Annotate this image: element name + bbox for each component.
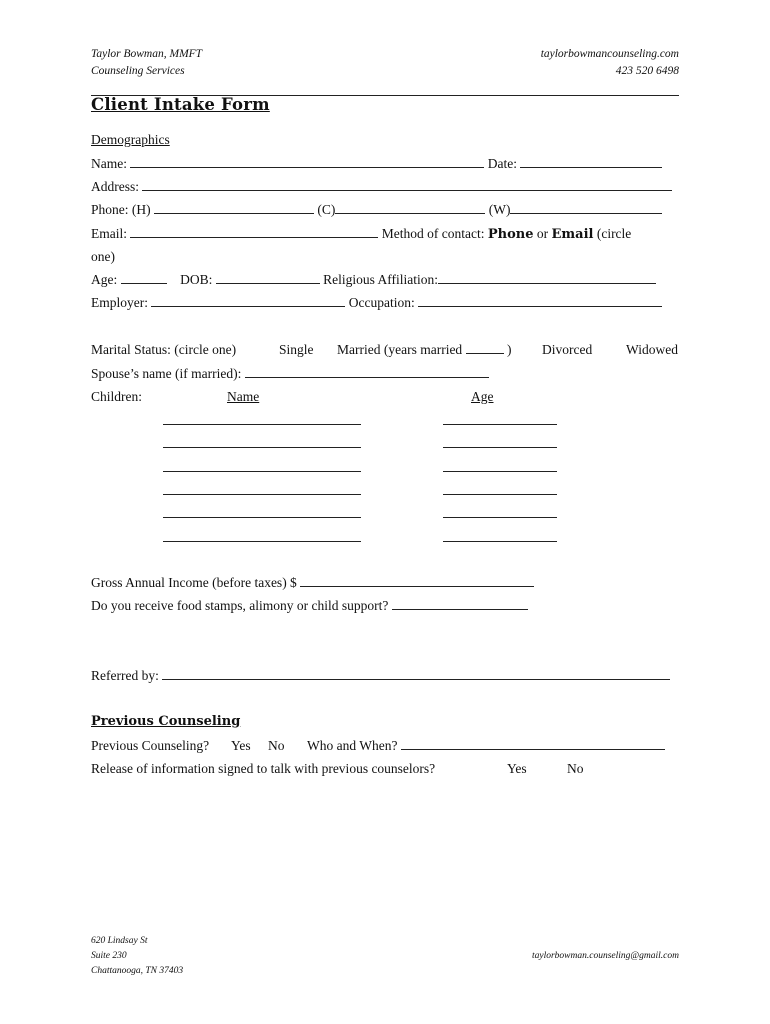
release-question: Release of information signed to talk with previous counselors? <box>91 761 436 776</box>
method-circle-one: one) <box>91 249 115 264</box>
provider-service: Counseling Services <box>91 65 185 77</box>
name-field[interactable] <box>130 155 484 168</box>
child-age-field[interactable] <box>443 471 557 472</box>
marital-status-label: Marital Status: (circle one) <box>91 342 237 357</box>
previous-counseling-heading: Previous Counseling <box>91 714 241 729</box>
child-name-field[interactable] <box>163 471 361 472</box>
footer-email[interactable]: taylorbowman.counseling@gmail.com <box>531 951 679 961</box>
phone-work-field[interactable] <box>510 201 662 214</box>
child-age-field[interactable] <box>443 541 557 542</box>
age-field[interactable] <box>121 271 167 284</box>
email-label: Email: <box>91 226 127 241</box>
age-row <box>91 271 656 289</box>
dob-label: DOB: <box>180 272 213 287</box>
method-contact-label: Method of contact: <box>381 226 485 241</box>
phone-row <box>91 201 662 219</box>
form-title: Client Intake Form <box>91 95 270 114</box>
employer-field[interactable] <box>151 294 345 307</box>
age-label: Age: <box>91 272 118 287</box>
marital-widowed-option[interactable]: Widowed <box>626 342 678 357</box>
phone-cell-label: (C) <box>317 202 336 217</box>
method-or-text: or <box>536 226 549 241</box>
spouse-row <box>91 365 489 383</box>
support-row <box>91 597 528 615</box>
married-close-paren: ) <box>506 342 512 357</box>
support-field[interactable] <box>392 597 528 610</box>
support-label: Do you receive food stamps, alimony or child support? <box>91 598 389 613</box>
religious-label: Religious Affiliation: <box>323 272 439 287</box>
phone-work-label: (W) <box>488 202 511 217</box>
release-yes-option[interactable]: Yes <box>507 761 527 776</box>
phone-cell-field[interactable] <box>335 201 485 214</box>
provider-website[interactable]: taylorbowmancounseling.com <box>540 48 679 60</box>
method-circle-text: (circle <box>596 226 632 241</box>
phone-home-field[interactable] <box>154 201 314 214</box>
child-name-field[interactable] <box>163 541 361 542</box>
child-name-field[interactable] <box>163 494 361 495</box>
method-email-option[interactable]: Email <box>551 227 594 242</box>
name-row <box>91 155 662 173</box>
occupation-label: Occupation: <box>348 295 415 310</box>
name-label: Name: <box>91 156 127 171</box>
email-field[interactable] <box>130 225 378 238</box>
provider-phone: 423 520 6498 <box>615 65 679 77</box>
provider-name: Taylor Bowman, MMFT <box>91 48 203 60</box>
footer-city: Chattanooga, TN 37403 <box>91 966 184 976</box>
who-when-label: Who and When? <box>307 738 398 753</box>
release-no-option[interactable]: No <box>567 761 584 776</box>
referred-label: Referred by: <box>91 668 159 683</box>
address-label: Address: <box>91 179 139 194</box>
child-name-field[interactable] <box>163 447 361 448</box>
marital-divorced-option[interactable]: Divorced <box>542 342 593 357</box>
marital-married-row <box>337 341 511 359</box>
religious-field[interactable] <box>438 271 656 284</box>
address-row <box>91 178 672 196</box>
date-label: Date: <box>487 156 517 171</box>
phone-home-label: Phone: (H) <box>91 202 151 217</box>
child-age-field[interactable] <box>443 517 557 518</box>
children-age-header: Age <box>471 389 494 404</box>
years-married-field[interactable] <box>466 341 504 354</box>
occupation-field[interactable] <box>418 294 662 307</box>
marital-single-option[interactable]: Single <box>279 342 314 357</box>
previous-yes-option[interactable]: Yes <box>231 738 251 753</box>
children-name-header: Name <box>227 389 260 404</box>
gross-income-label: Gross Annual Income (before taxes) $ <box>91 575 297 590</box>
who-when-row <box>307 737 665 755</box>
child-name-field[interactable] <box>163 424 361 425</box>
dob-field[interactable] <box>216 271 320 284</box>
spouse-label: Spouse’s name (if married): <box>91 366 242 381</box>
marital-married-option[interactable]: Married (years married <box>337 342 463 357</box>
previous-no-option[interactable]: No <box>268 738 285 753</box>
employer-row <box>91 294 662 312</box>
child-age-field[interactable] <box>443 424 557 425</box>
footer-street: 620 Lindsay St <box>91 936 148 946</box>
address-field[interactable] <box>142 178 672 191</box>
employer-label: Employer: <box>91 295 148 310</box>
email-row <box>91 225 631 244</box>
who-when-field[interactable] <box>401 737 665 750</box>
child-age-field[interactable] <box>443 447 557 448</box>
previous-counseling-question: Previous Counseling? <box>91 738 210 753</box>
gross-income-row <box>91 574 534 592</box>
child-age-field[interactable] <box>443 494 557 495</box>
demographics-heading: Demographics <box>91 132 170 147</box>
date-field[interactable] <box>520 155 662 168</box>
children-label: Children: <box>91 389 142 404</box>
child-name-field[interactable] <box>163 517 361 518</box>
referred-row <box>91 667 670 685</box>
gross-income-field[interactable] <box>300 574 534 587</box>
referred-field[interactable] <box>162 667 670 680</box>
footer-suite: Suite 230 <box>91 951 127 961</box>
spouse-field[interactable] <box>245 365 489 378</box>
method-phone-option[interactable]: Phone <box>487 227 534 242</box>
